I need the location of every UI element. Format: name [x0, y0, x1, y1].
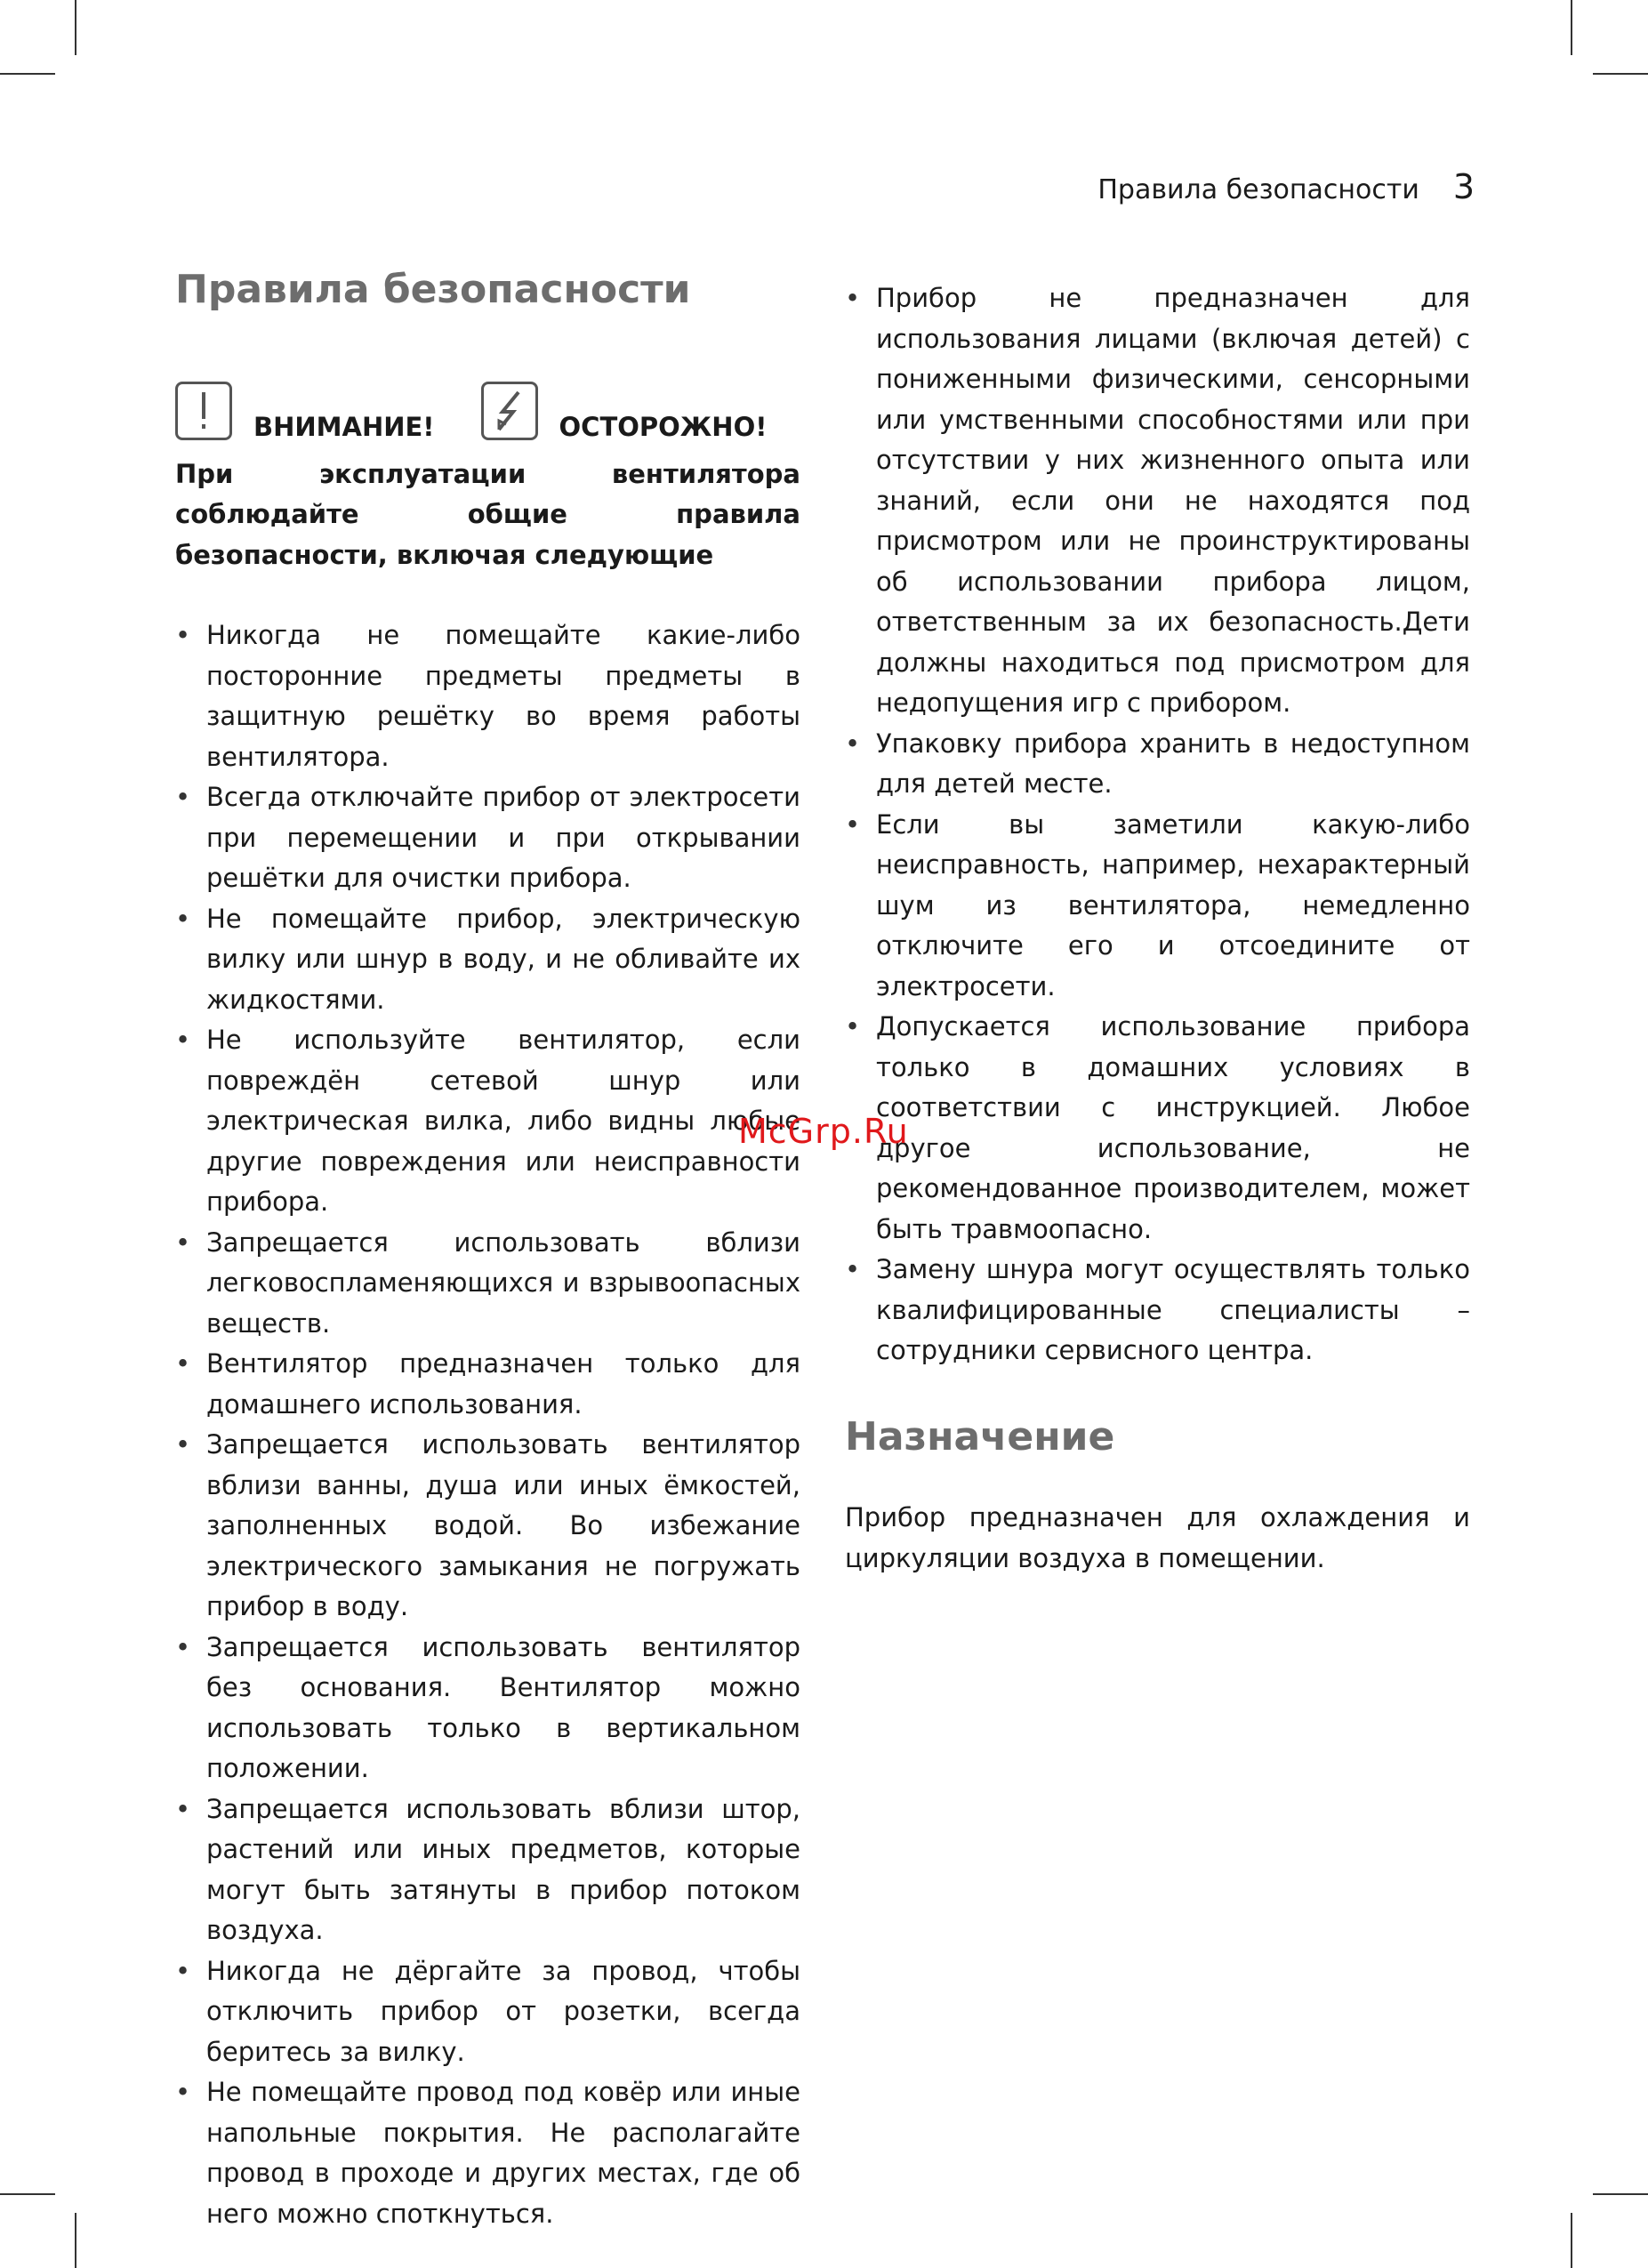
- list-item: • Никогда не помещайте какие-либо посторонние предметы предметы в защитную решётку во время работы вентилятора.: [175, 615, 800, 777]
- list-item: • Допускается использование прибора только в домашних условиях в соответствии с инструкцией. Любое другое использование, не рекомендованное производителем, может быть травмоопасно.: [845, 1007, 1470, 1250]
- list-item: • Не помещайте провод под ковёр или иные напольные покрытия. Не располагайте провод в проходе и других местах, где об него можно споткнуться.: [175, 2072, 800, 2234]
- list-item: • Запрещается использовать вентилятор вблизи ванны, душа или иных ёмкостей, заполненных водой. Во избежание электрического замыкания не погружать прибор в воду.: [175, 1425, 800, 1628]
- crop-mark: [1571, 2213, 1572, 2268]
- crop-mark: [1571, 0, 1572, 55]
- left-column: [175, 267, 800, 2234]
- lightning-bolt-icon: [481, 382, 538, 440]
- list-item: • Никогда не дёргайте за провод, чтобы отключить прибор от розетки, всегда беритесь за вилку.: [175, 1951, 800, 2073]
- list-item: • Упаковку прибора хранить в недоступном для детей месте.: [845, 724, 1470, 805]
- warning-row: [175, 376, 800, 440]
- watermark: McGrp.Ru: [738, 1112, 909, 1151]
- purpose-text: Прибор предназначен для охлаждения и циркуляции воздуха в помещении.: [845, 1502, 1470, 1573]
- running-header-title: Правила безопасности: [1097, 174, 1419, 205]
- running-header: [1097, 167, 1475, 206]
- safety-title: Правила безопасности: [175, 267, 691, 312]
- list-item: • Запрещается использовать вблизи штор, растений или иных предметов, которые могут быть затянуты в прибор потоком воздуха.: [175, 1789, 800, 1951]
- list-item: • Если вы заметили какую-либо неисправность, например, нехарактерный шум из вентилятора, немедленно отключите его и отсоедините от электросети.: [845, 805, 1470, 1008]
- purpose-title: Назначение: [845, 1413, 1115, 1460]
- crop-mark: [1593, 2193, 1648, 2195]
- safety-rules-left: [175, 615, 800, 2234]
- list-item: • Всегда отключайте прибор от электросети при перемещении и при открывании решётки для очистки прибора.: [175, 777, 800, 899]
- list-item: • Вентилятор предназначен только для домашнего использования.: [175, 1344, 800, 1425]
- list-item: • Не используйте вентилятор, если повреждён сетевой шнур или электрическая вилка, либо видны любые другие повреждения или неисправности прибора.: [175, 1020, 800, 1223]
- crop-mark: [0, 73, 55, 75]
- list-item: • Замену шнура могут осуществлять только квалифицированные специалисты – сотрудники сервисного центра.: [845, 1250, 1470, 1371]
- crop-mark: [75, 0, 76, 55]
- attention-label: ВНИМАНИЕ!: [253, 411, 435, 442]
- exclamation-icon: [175, 382, 232, 440]
- crop-mark: [1593, 73, 1648, 75]
- caution-label: ОСТОРОЖНО!: [559, 411, 768, 442]
- crop-mark: [0, 2193, 55, 2195]
- safety-rules-right: [845, 278, 1470, 1371]
- page-number: 3: [1452, 167, 1475, 206]
- right-column: [845, 267, 1470, 1579]
- list-item: • Прибор не предназначен для использования лицами (включая детей) с пониженными физическими, сенсорными или умственными способностями или при отсутствии у них жизненного опыта или знаний, если они не находятся под присмотром или не проинструктированы об использовании прибора лицом, ответственным за их безопасность.Дети должны находиться под присмотром для недопущения игр с прибором.: [845, 278, 1470, 724]
- list-item: • Запрещается использовать вблизи легковоспламеняющихся и взрывоопасных веществ.: [175, 1223, 800, 1345]
- crop-mark: [75, 2213, 76, 2268]
- safety-intro: При эксплуатации вентилятора соблюдайте общие правила безопасности, включая следующие: [175, 458, 800, 570]
- list-item: • Не помещайте прибор, электрическую вилку или шнур в воду, и не обливайте их жидкостями.: [175, 899, 800, 1021]
- list-item: • Запрещается использовать вентилятор без основания. Вентилятор можно использовать только в вертикальном положении.: [175, 1628, 800, 1789]
